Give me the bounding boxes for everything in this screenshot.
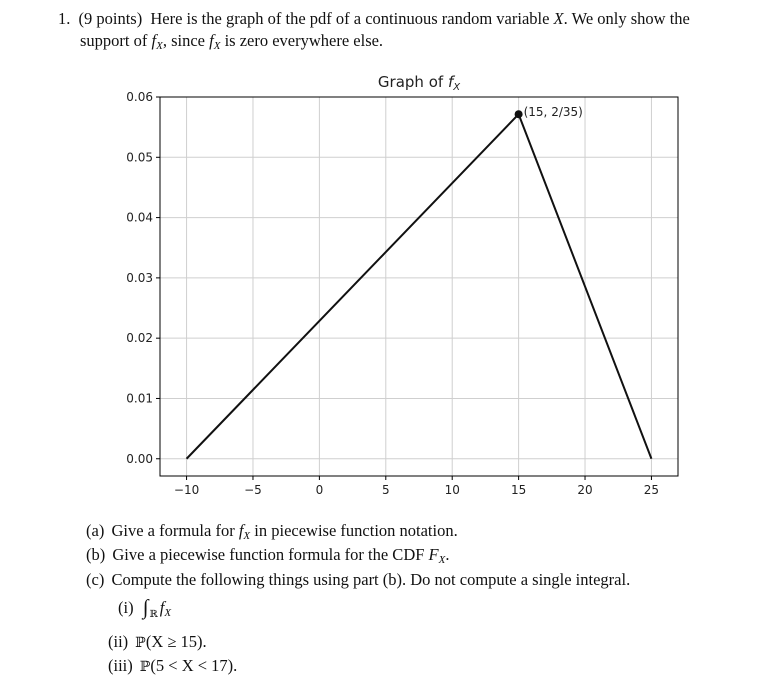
- x-tick-label: 0: [315, 483, 324, 497]
- integral-domain: ℝ: [149, 609, 158, 620]
- peak-marker: [515, 110, 523, 118]
- x-tick-label: 5: [381, 483, 390, 497]
- x-tick-label: 10: [444, 483, 460, 497]
- x-tick-label: −10: [173, 483, 200, 497]
- chart-title: [378, 73, 461, 93]
- problem-text: . We only show the: [563, 9, 690, 28]
- part-c-iii: [108, 656, 237, 676]
- y-tick-label: 0.00: [126, 451, 153, 466]
- integral-sign: ∫: [142, 595, 149, 619]
- math-f: f: [151, 31, 157, 50]
- probability-symbol: ℙ: [135, 635, 146, 651]
- peak-annotation: (15, 2/35): [523, 105, 583, 120]
- part-label: (a): [86, 521, 105, 540]
- probability-symbol: ℙ: [139, 659, 151, 675]
- plot-frame: [160, 97, 678, 476]
- part-label: (iii): [108, 656, 133, 675]
- math-sub: X: [438, 554, 446, 566]
- problem-number: 1.: [58, 9, 71, 28]
- x-tick-label: −5: [244, 483, 262, 497]
- math-sub: X: [243, 530, 251, 542]
- math-sub: X: [213, 40, 221, 52]
- part-label: (i): [118, 598, 134, 617]
- math-sub: X: [164, 607, 172, 619]
- problem-text: , since: [162, 31, 210, 50]
- part-text: Give a formula for: [111, 521, 239, 540]
- chart-title-text: Graph of: [377, 73, 448, 91]
- math-expression: (X ≥ 15).: [145, 632, 207, 651]
- y-tick-label: 0.01: [126, 391, 153, 406]
- chart-title-sub: X: [453, 82, 461, 93]
- math-f: f: [159, 598, 165, 617]
- part-a: [86, 521, 458, 542]
- part-text: in piecewise function notation.: [250, 521, 458, 540]
- part-b: [86, 545, 450, 566]
- part-label: (c): [86, 570, 105, 589]
- variable-x: X: [553, 9, 564, 28]
- y-tick-label: 0.02: [126, 331, 153, 346]
- y-tick-label: 0.05: [126, 150, 153, 165]
- pdf-line: [187, 114, 652, 459]
- problem-text: support of: [80, 31, 152, 50]
- part-text: Give a piecewise function formula for the CDF: [112, 545, 429, 564]
- math-f: f: [238, 521, 244, 540]
- y-tick-label: 0.04: [126, 210, 153, 225]
- part-label: (b): [86, 545, 106, 564]
- y-tick-label: 0.06: [126, 90, 153, 104]
- y-tick-label: 0.03: [126, 270, 153, 285]
- part-text: Compute the following things using part (b). Do not compute a single integral.: [111, 570, 631, 589]
- part-c-ii: [108, 632, 207, 652]
- part-label: (ii): [108, 632, 129, 651]
- x-tick-label: 15: [510, 483, 527, 497]
- problem-text: Here is the graph of the pdf of a continuous random variable: [150, 9, 554, 28]
- problem-text: is zero everywhere else.: [220, 31, 384, 50]
- chart-title-f: f: [447, 73, 454, 91]
- math-F: F: [428, 545, 439, 564]
- part-c-i: [118, 595, 172, 623]
- math-sub: X: [156, 40, 163, 52]
- x-tick-label: 25: [643, 483, 660, 497]
- math-expression: (5 < X < 17).: [150, 656, 238, 675]
- problem-points: (9 points): [78, 9, 143, 28]
- part-text: .: [445, 545, 450, 564]
- x-tick-label: 20: [577, 483, 593, 497]
- part-c: [86, 570, 630, 590]
- math-f: f: [209, 31, 214, 50]
